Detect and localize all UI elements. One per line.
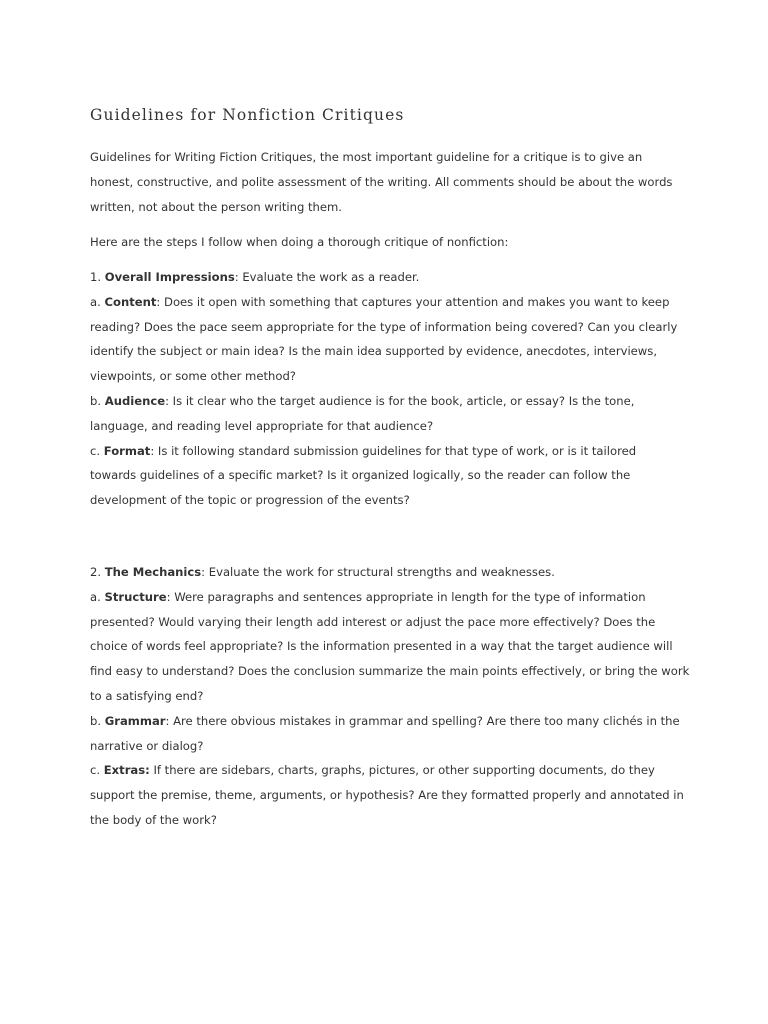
item-audience-first-line bbox=[90, 389, 690, 414]
item-prefix: b. bbox=[90, 393, 105, 408]
section-description: : Evaluate the work as a reader. bbox=[234, 270, 420, 284]
item-text: : Is it clear who the target audience is for the book, article, or essay? Is the tone, bbox=[165, 393, 635, 408]
item-label-content: Content bbox=[104, 294, 157, 309]
item-text: If there are sidebars, charts, graphs, pictures, or other supporting documents, do they bbox=[149, 763, 655, 778]
section-heading-line bbox=[90, 560, 690, 585]
item-structure-first-line bbox=[90, 585, 690, 610]
item-text: : Does it open with something that captures your attention and makes you want to keep bbox=[156, 294, 670, 309]
section-description: : Evaluate the work for structural strengths and weaknesses. bbox=[201, 565, 555, 579]
section-heading-line bbox=[90, 265, 690, 290]
item-content-first-line bbox=[90, 290, 690, 315]
steps-intro-paragraph bbox=[90, 230, 690, 255]
item-audience-line: language, and reading level appropriate for that audience? bbox=[90, 418, 434, 433]
item-structure-line: presented? Would varying their length add interest or adjust the pace more effectively? Does the bbox=[90, 614, 656, 629]
intro-line: Guidelines for Writing Fiction Critiques, the most important guideline for a critique is to give an bbox=[90, 150, 643, 164]
item-content-line: reading? Does the pace seem appropriate for the type of information being covered? Can you clearly bbox=[90, 319, 678, 334]
item-label-audience: Audience bbox=[104, 393, 166, 408]
section-heading: Overall Impressions bbox=[104, 270, 235, 284]
item-prefix: c. bbox=[90, 443, 104, 458]
item-extras-line: the body of the work? bbox=[90, 812, 217, 827]
section-number: 1. bbox=[90, 270, 105, 284]
intro-line: honest, constructive, and polite assessment of the writing. All comments should be about the words bbox=[90, 174, 673, 189]
item-prefix: b. bbox=[90, 713, 105, 728]
item-format-line: development of the topic or progression of the events? bbox=[90, 493, 410, 508]
item-text: : Were paragraphs and sentences appropriate in length for the type of information bbox=[166, 589, 646, 604]
item-structure-line: find easy to understand? Does the conclusion summarize the main points effectively, or bring the work bbox=[90, 664, 690, 679]
item-structure-line: choice of words feel appropriate? Is the information presented in a way that the target audience will bbox=[90, 639, 673, 654]
item-content-line: identify the subject or main idea? Is the main idea supported by evidence, anecdotes, interviews, bbox=[90, 344, 658, 359]
document-title: Guidelines for Nonfiction Critiques bbox=[90, 106, 405, 124]
intro-paragraph bbox=[90, 145, 690, 219]
item-label-extras: Extras: bbox=[103, 763, 150, 778]
item-prefix: c. bbox=[90, 763, 104, 778]
section-mechanics bbox=[90, 560, 690, 833]
item-grammar-first-line bbox=[90, 709, 690, 734]
item-extras-line: support the premise, theme, arguments, or hypothesis? Are they formatted properly and annotated in bbox=[90, 788, 684, 803]
section-number: 2. bbox=[90, 565, 105, 579]
item-text: : Is it following standard submission guidelines for that type of work, or is it tailored bbox=[150, 443, 637, 458]
item-label-structure: Structure bbox=[104, 589, 167, 604]
item-label-grammar: Grammar bbox=[104, 713, 166, 728]
intro-line: written, not about the person writing them. bbox=[90, 199, 342, 214]
steps-intro-line: Here are the steps I follow when doing a thorough critique of nonfiction: bbox=[90, 235, 509, 249]
item-structure-line: to a satisfying end? bbox=[90, 688, 204, 703]
item-format-line: towards guidelines of a specific market? Is it organized logically, so the reader can follow the bbox=[90, 468, 631, 483]
section-heading: The Mechanics bbox=[104, 565, 202, 579]
item-prefix: a. bbox=[90, 294, 105, 309]
item-text: : Are there obvious mistakes in grammar and spelling? Are there too many clichés in the bbox=[165, 713, 680, 728]
item-content-line: viewpoints, or some other method? bbox=[90, 369, 296, 384]
item-grammar-line: narrative or dialog? bbox=[90, 738, 204, 753]
section-overall-impressions bbox=[90, 265, 690, 513]
item-extras-first-line bbox=[90, 758, 690, 783]
item-format-first-line bbox=[90, 439, 690, 464]
item-prefix: a. bbox=[90, 589, 105, 604]
item-label-format: Format bbox=[103, 443, 151, 458]
